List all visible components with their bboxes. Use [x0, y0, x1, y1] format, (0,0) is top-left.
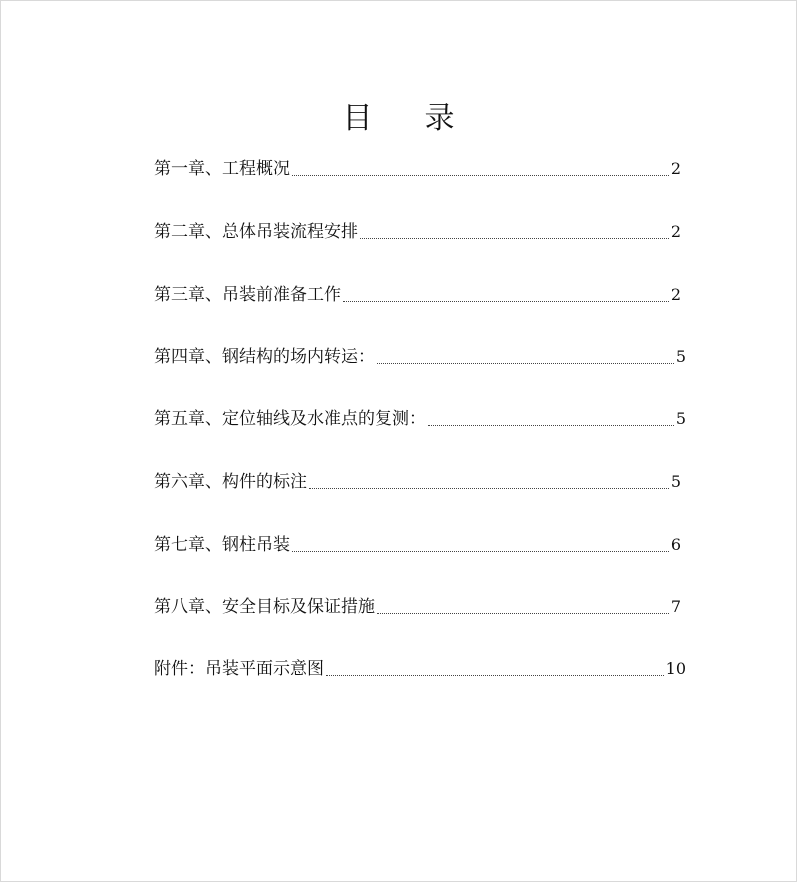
dot-leader	[309, 487, 669, 489]
toc-entry-label: 第一章、工程概况	[154, 159, 290, 179]
dot-leader	[377, 612, 669, 614]
toc-entry-9[interactable]	[154, 651, 686, 679]
toc-entry-4[interactable]	[154, 339, 686, 367]
dot-leader	[326, 674, 664, 676]
toc-entry-page: 5	[675, 409, 686, 428]
toc-entry-page: 6	[670, 535, 681, 554]
toc-entry-label: 第二章、总体吊装流程安排	[154, 222, 358, 242]
toc-entry-page: 2	[670, 285, 681, 304]
toc-entry-8[interactable]	[154, 589, 681, 617]
toc-entry-2[interactable]	[154, 214, 681, 242]
toc-entry-label: 第七章、钢柱吊装	[154, 535, 290, 555]
title-char-2: 录	[424, 101, 455, 136]
toc-entry-5[interactable]	[154, 401, 686, 429]
toc-entry-page: 5	[670, 472, 681, 491]
toc-entry-label: 第五章、定位轴线及水准点的复测：	[154, 409, 426, 429]
page-title	[1, 93, 796, 137]
toc-entry-label: 附件：吊装平面示意图	[154, 659, 324, 679]
toc-entry-6[interactable]	[154, 464, 681, 492]
toc-entry-label: 第四章、钢结构的场内转运：	[154, 347, 375, 367]
dot-leader	[343, 300, 669, 302]
toc-entry-1[interactable]	[154, 151, 681, 179]
toc-entry-page: 2	[670, 159, 681, 178]
toc-entry-page: 7	[670, 597, 681, 616]
toc-entry-label: 第六章、构件的标注	[154, 472, 307, 492]
toc-entry-label: 第八章、安全目标及保证措施	[154, 597, 375, 617]
toc-entry-3[interactable]	[154, 277, 681, 305]
dot-leader	[292, 174, 669, 176]
toc-entry-page: 10	[665, 659, 686, 678]
dot-leader	[377, 362, 674, 364]
dot-leader	[360, 237, 669, 239]
toc-entry-page: 2	[670, 222, 681, 241]
toc-entry-page: 5	[675, 347, 686, 366]
dot-leader	[292, 550, 669, 552]
toc-entry-7[interactable]	[154, 527, 681, 555]
dot-leader	[428, 424, 674, 426]
title-char-1: 目	[342, 101, 373, 136]
toc-entry-label: 第三章、吊装前准备工作	[154, 285, 341, 305]
